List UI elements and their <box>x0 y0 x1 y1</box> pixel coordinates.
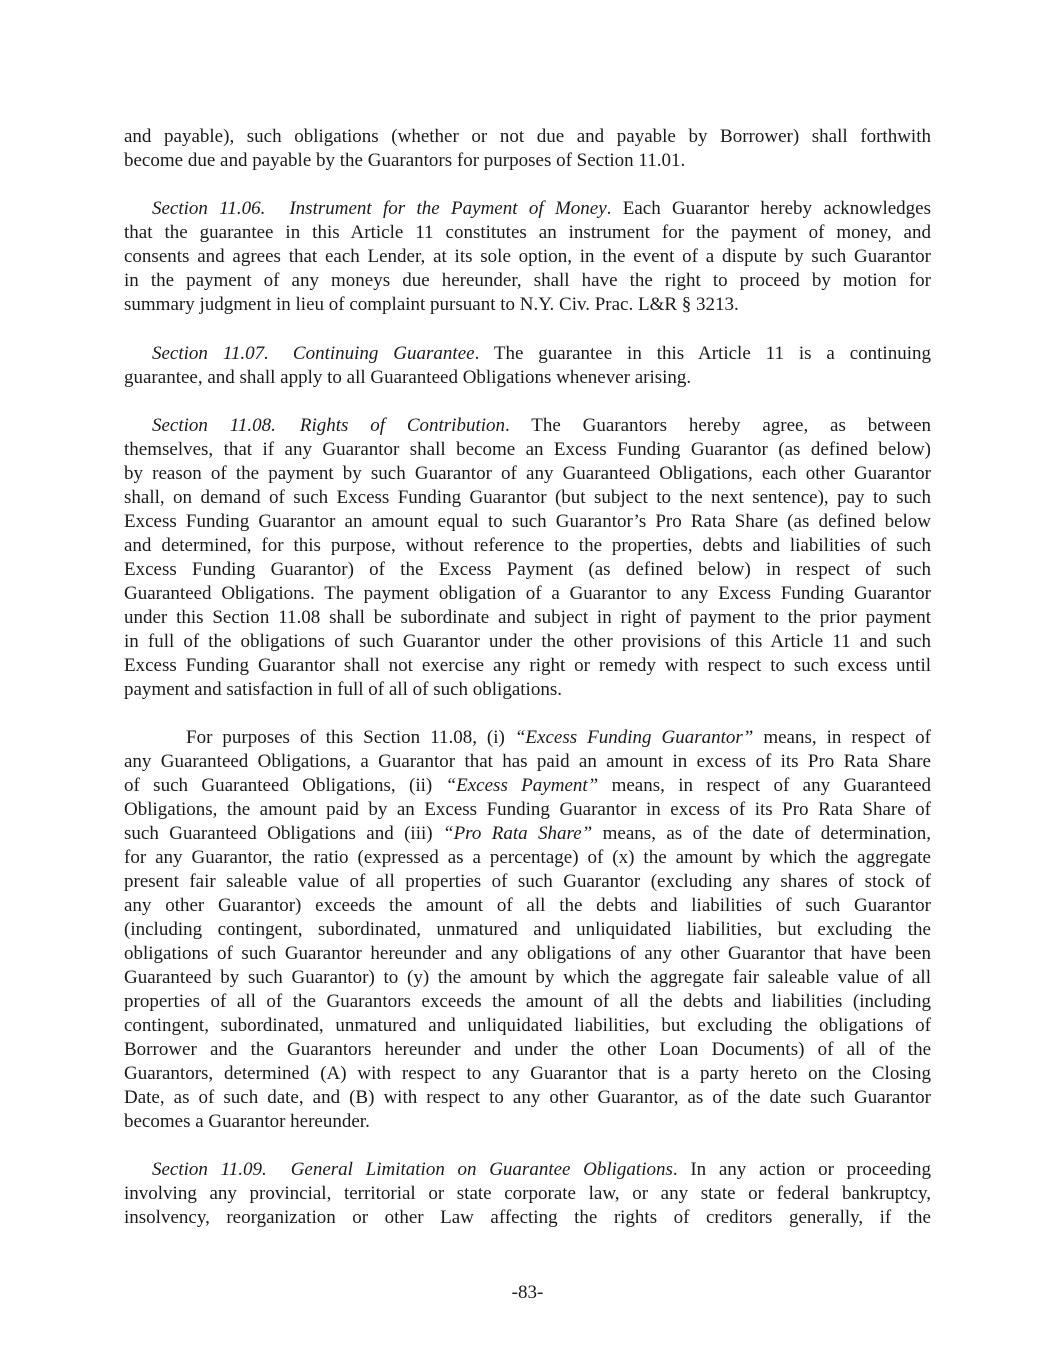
text: . The Guarantors hereby agree, as between <box>505 414 931 436</box>
text-line <box>124 774 931 798</box>
text: guarantee, and shall apply to all Guaranteed Obligations whenever arising. <box>124 366 692 388</box>
text: Excess Funding Guarantor shall not exercise any right or remedy with respect to such excess until <box>124 654 931 676</box>
text-line <box>124 606 931 630</box>
paragraph <box>124 125 931 173</box>
text: by reason of the payment by such Guarantor of any Guaranteed Obligations, each other Guarantor <box>124 462 931 484</box>
document-body <box>124 125 931 1230</box>
italic-text: Instrument for the Payment of Money <box>289 198 607 220</box>
text-line <box>124 750 931 774</box>
text-line <box>124 269 931 293</box>
text: Guarantors, determined (A) with respect to any Guarantor that is a party hereto on the Closing <box>124 1063 931 1085</box>
text-line <box>124 870 931 894</box>
text-line <box>124 125 931 149</box>
text: Borrower and the Guarantors hereunder and under the other Loan Documents) of all of the <box>124 1039 931 1061</box>
paragraph-spacer <box>124 702 931 726</box>
text-line <box>124 990 931 1014</box>
text-line <box>124 510 931 534</box>
paragraph <box>124 726 931 1134</box>
text-line <box>124 462 931 486</box>
text-line <box>124 293 931 317</box>
text: involving any provincial, territorial or state corporate law, or any state or federal bankruptcy, <box>124 1183 931 1205</box>
text: such Guaranteed Obligations and (iii) <box>124 823 443 845</box>
text: insolvency, reorganization or other Law affecting the rights of creditors generally, if the <box>124 1207 931 1229</box>
text: payment and satisfaction in full of all of such obligations. <box>124 678 562 700</box>
text: of such Guaranteed Obligations, (ii) <box>124 775 446 797</box>
text-line <box>124 414 931 438</box>
text-line <box>124 534 931 558</box>
text-line <box>124 798 931 822</box>
text-line <box>124 894 931 918</box>
text: For purposes of this Section 11.08, (i) <box>186 727 515 749</box>
text: Guaranteed by such Guarantor) to (y) the amount by which the aggregate fair saleable value of all <box>124 967 931 989</box>
text-line <box>124 558 931 582</box>
text-line <box>124 678 931 702</box>
text-line <box>124 245 931 269</box>
text-line <box>124 342 931 366</box>
text: under this Section 11.08 shall be subordinate and subject in right of payment to the prior payment <box>124 606 931 628</box>
text: . The guarantee in this Article 11 is a continuing <box>474 342 931 364</box>
text-line <box>124 966 931 990</box>
text-line <box>124 918 931 942</box>
text-line <box>124 1206 931 1230</box>
text-line <box>124 1110 931 1134</box>
text: and determined, for this purpose, without reference to the properties, debts and liabilities of such <box>124 534 931 556</box>
text-line <box>124 1038 931 1062</box>
text-line <box>124 221 931 245</box>
text: becomes a Guarantor hereunder. <box>124 1111 370 1133</box>
italic-text: Continuing Guarantee <box>292 342 475 364</box>
text: obligations of such Guarantor hereunder and any obligations of any other Guarantor that have been <box>124 943 931 965</box>
text: means, as of the date of determination, <box>592 823 931 845</box>
italic-text: Section 11.06. <box>152 198 266 220</box>
text: properties of all of the Guarantors exceeds the amount of all the debts and liabilities (including <box>124 991 931 1013</box>
text: . Each Guarantor hereby acknowledges <box>606 198 932 220</box>
text-line <box>124 1182 931 1206</box>
text: in full of the obligations of such Guarantor under the other provisions of this Article 11 and such <box>124 630 931 652</box>
text-line <box>124 846 931 870</box>
text: for any Guarantor, the ratio (expressed as a percentage) of (x) the amount by which the aggregate <box>124 847 931 869</box>
italic-text: “Excess Payment” <box>445 775 599 797</box>
italic-text: “Excess Funding Guarantor” <box>514 727 754 749</box>
text-line <box>124 630 931 654</box>
text-line <box>124 438 931 462</box>
text-line <box>124 1062 931 1086</box>
text: (including contingent, subordinated, unmatured and unliquidated liabilities, but excluding the <box>124 919 931 941</box>
text: Date, as of such date, and (B) with respect to any other Guarantor, as of the date such Guarantor <box>124 1087 931 1109</box>
text: and payable), such obligations (whether or not due and payable by Borrower) shall forthwith <box>124 126 931 147</box>
text: contingent, subordinated, unmatured and unliquidated liabilities, but excluding the obligations of <box>124 1015 931 1037</box>
text-line <box>124 654 931 678</box>
text-line <box>124 582 931 606</box>
text-line <box>124 822 931 846</box>
italic-text: Rights of Contribution <box>299 414 506 436</box>
italic-text: Section 11.08. <box>152 414 276 436</box>
text-line <box>124 486 931 510</box>
text: Excess Funding Guarantor) of the Excess Payment (as defined below) in respect of such <box>124 558 931 580</box>
text-line <box>124 942 931 966</box>
text-line <box>124 366 931 390</box>
text-line <box>124 1086 931 1110</box>
paragraph-spacer <box>124 173 931 197</box>
text-line <box>124 1014 931 1038</box>
text: consents and agrees that each Lender, at its sole option, in the event of a dispute by such Guarantor <box>124 246 931 268</box>
paragraph <box>124 342 931 390</box>
text: shall, on demand of such Excess Funding Guarantor (but subject to the next sentence), pay to such <box>124 486 931 508</box>
text-line <box>124 1158 931 1182</box>
italic-text: Section 11.07. <box>152 342 269 364</box>
text: . In any action or proceeding <box>672 1159 931 1181</box>
paragraph-spacer <box>124 317 931 341</box>
text: in the payment of any moneys due hereunder, shall have the right to proceed by motion for <box>124 270 931 292</box>
text: means, in respect of any Guaranteed <box>598 775 931 797</box>
text: means, in respect of <box>753 727 931 749</box>
italic-text: General Limitation on Guarantee Obligations <box>290 1159 673 1181</box>
text: any Guaranteed Obligations, a Guarantor that has paid an amount in excess of its Pro Rata Share <box>124 751 931 773</box>
text-line <box>124 149 931 173</box>
text: any other Guarantor) exceeds the amount of all the debts and liabilities of such Guarantor <box>124 895 931 917</box>
paragraph-spacer <box>124 390 931 414</box>
paragraph <box>124 197 931 317</box>
text: Obligations, the amount paid by an Excess Funding Guarantor in excess of its Pro Rata Share of <box>124 799 931 821</box>
paragraph <box>124 1158 931 1230</box>
paragraph <box>124 414 931 702</box>
text: Guaranteed Obligations. The payment obligation of a Guarantor to any Excess Funding Guarantor <box>124 582 931 604</box>
text-line <box>124 197 931 221</box>
paragraph-spacer <box>124 1134 931 1158</box>
text: present fair saleable value of all properties of such Guarantor (excluding any shares of stock of <box>124 871 931 893</box>
text-line <box>124 726 931 750</box>
text: summary judgment in lieu of complaint pursuant to N.Y. Civ. Prac. L&R § 3213. <box>124 294 739 316</box>
text: themselves, that if any Guarantor shall become an Excess Funding Guarantor (as defined below) <box>124 438 931 460</box>
page-number: -83- <box>511 1282 544 1303</box>
text: Excess Funding Guarantor an amount equal to such Guarantor’s Pro Rata Share (as defined below <box>124 510 931 532</box>
text: that the guarantee in this Article 11 constitutes an instrument for the payment of money, and <box>124 222 931 244</box>
text: become due and payable by the Guarantors for purposes of Section 11.01. <box>124 150 686 171</box>
italic-text: “Pro Rata Share” <box>443 823 593 845</box>
italic-text: Section 11.09. <box>152 1159 267 1181</box>
